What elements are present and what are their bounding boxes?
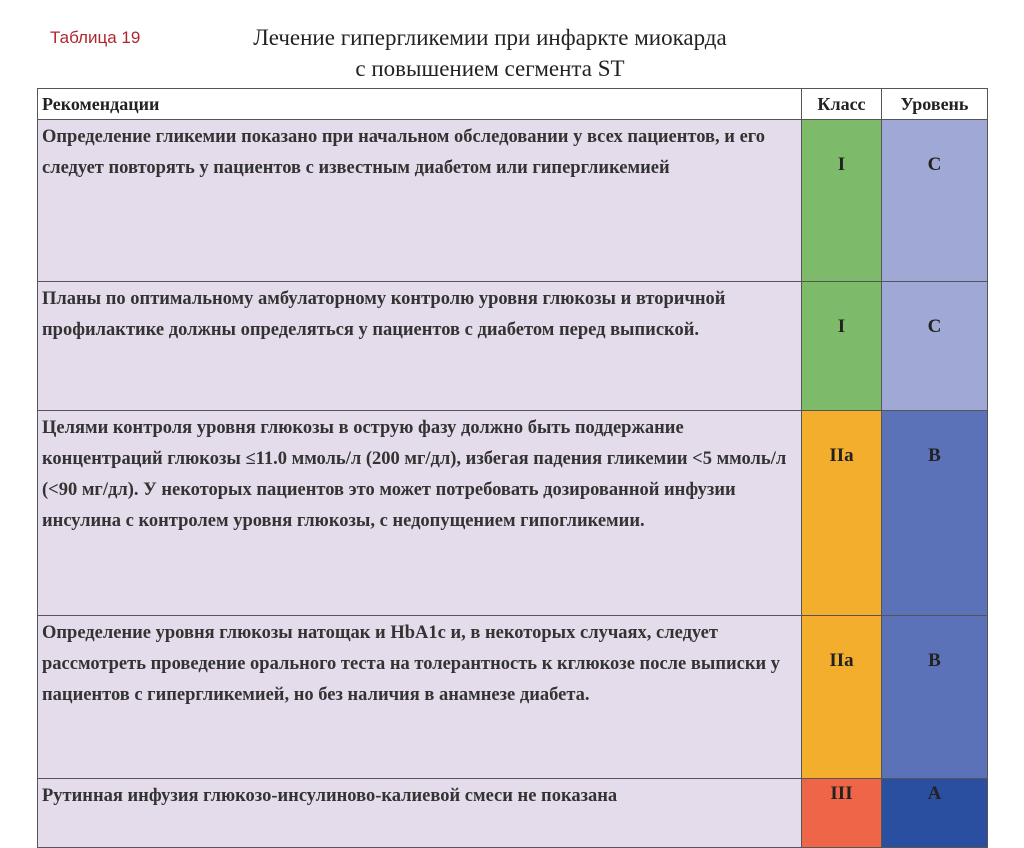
recommendation-text: Рутинная инфузия глюкозо-инсулиново-калиевой смеси не показана [38, 779, 802, 848]
title-line-1: Лечение гипергликемии при инфаркте миокарда [253, 25, 727, 50]
recommendations-table [37, 88, 988, 848]
level-cell: B [882, 616, 988, 779]
level-cell: A [882, 779, 988, 848]
recommendation-text: Определение уровня глюкозы натощак и HbA1c и, в некоторых случаях, следует рассмотреть проведение орального теста на толерантность к кглюкозе после выписки у пациентов с гипергликемией, но без наличия в анамнезе диабета. [38, 616, 802, 779]
class-cell: I [802, 120, 882, 282]
level-cell: B [882, 411, 988, 616]
header-level: Уровень [882, 89, 988, 120]
document-title [180, 22, 800, 84]
table-header-row [38, 89, 988, 120]
recommendation-text: Планы по оптимальному амбулаторному контролю уровня глюкозы и вторичной профилактике должны определяться у пациентов с диабетом перед выпиской. [38, 282, 802, 411]
recommendation-text: Целями контроля уровня глюкозы в острую фазу должно быть поддержание концентраций глюкозы ≤11.0 ммоль/л (200 мг/дл), избегая падения гликемии <5 ммоль/л (<90 мг/дл). У некоторых пациентов это может потребовать дозированной инфузии инсулина с контролем уровня глюкозы, с недопущением гипогликемии. [38, 411, 802, 616]
class-cell: III [802, 779, 882, 848]
table-row [38, 411, 988, 616]
table-row [38, 616, 988, 779]
class-cell: IIa [802, 616, 882, 779]
table-row [38, 120, 988, 282]
header-class: Класс [802, 89, 882, 120]
title-line-2: с повышением сегмента ST [355, 56, 625, 81]
class-cell: I [802, 282, 882, 411]
level-cell: C [882, 120, 988, 282]
table-row [38, 282, 988, 411]
table-number-label: Таблица 19 [50, 28, 141, 47]
class-cell: IIa [802, 411, 882, 616]
table-row [38, 779, 988, 848]
header-recommendations: Рекомендации [38, 89, 802, 120]
recommendation-text: Определение гликемии показано при начальном обследовании у всех пациентов, и его следует повторять у пациентов с известным диабетом или гипергликемией [38, 120, 802, 282]
level-cell: C [882, 282, 988, 411]
